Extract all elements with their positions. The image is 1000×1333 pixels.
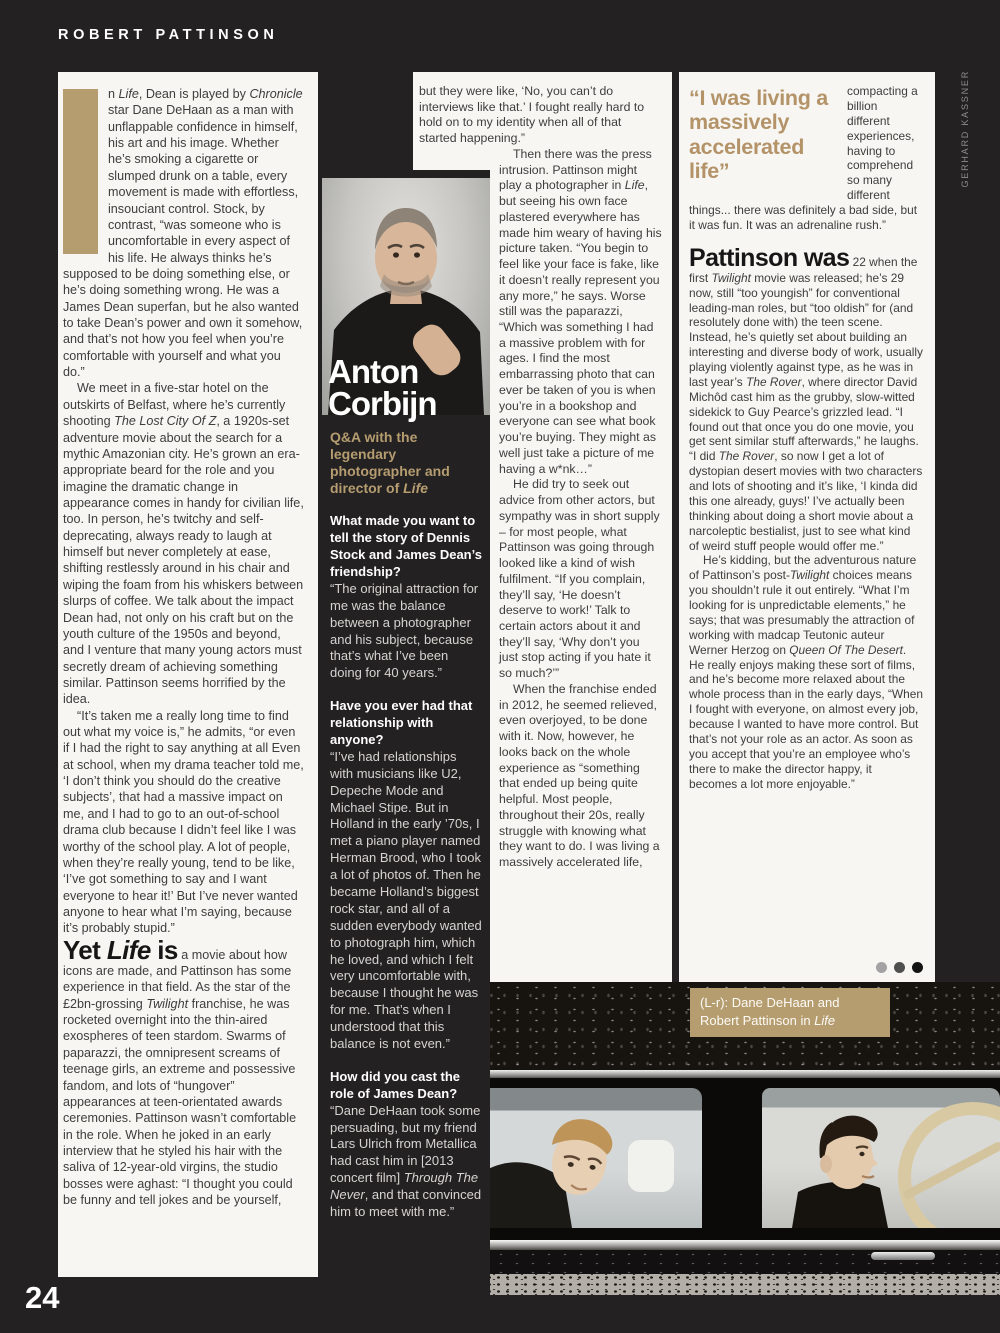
photographer-credit: GERHARD KASSNER [960,70,970,188]
paragraph: Then there was the press intrusion. Pattinson might play a photographer in Life, but seeing his own face plastered everywhere has made him weary of having his picture taken. “You begin to feel like your face is fake, like it doesn’t really represent you any more,” he says. Worse still was the paparazzi, “Which was something I had a massive problem with for ages. I find the most embarrassing photo that can ever be taken of you is when you’re in a bookshop and everyone can see what book you’re buying. They might as well just take a picture of me having a w*nk…” [499,146,662,476]
paragraph: “It’s taken me a really long time to find out what my voice is,” he admits, “or even if I had the right to say anything at all Even at school, when my drama teacher told me, ‘I don’t think you should do the creative subjects’, that had a massive impact on me, and I had to go to an out-of-school drama club because I didn’t feel like I was worthy of the school play. A lot of people, when they’re really young, tend to be like, ‘I’ve got something to say and I want everyone to hear it!’ But I’ve never wanted anyone to hear what I’m saying, because it’s probably stupid.” [63,708,304,936]
dot-medium [894,962,905,973]
qa-answer: “Dane DeHaan took some persuading, but my friend Lars Ulrich from Metallica had cast him in [2013 concert film] Through The Never, and that convinced him to meet with me.” [330,1102,482,1220]
paragraph: We meet in a five-star hotel on the outskirts of Belfast, where he’s currently shooting The Lost City Of Z, a 1920s-set adventure movie about the search for a mythic Amazonian city. He’s grown an era-appropriate beard for the role and you imagine the dramatic change in appearance comes in handy for civilian life, too. In person, he’s twitchy and self-deprecating, always ready to laugh at himself but never completely at ease, shifting restlessly around in his chair and wiping the foam from his whiskers between slurps of coffee. We talk about the impact Dean had, not only on his craft but on the youth culture of the 1950s and beyond, and I venture that many young actors must secretly dream of achieving something similar. Pattinson seems horrified by the idea. [63,381,304,707]
road-strip [413,1274,1000,1295]
paragraph: compacting a billion different experiences, having to comprehend so many different things... there was definitely a bad side, but it was fun. It was an adrenaline rush.” [689,84,918,232]
dropcap-I [63,89,98,254]
page-title: ROBERT PATTINSON [58,27,279,43]
seat-headrest [628,1140,674,1192]
qa-question: How did you cast the role of James Dean? [330,1068,461,1101]
chrome-trim-top [413,1070,1000,1078]
dot-light [876,962,887,973]
dot-dark [912,962,923,973]
paragraph: When the franchise ended in 2012, he seemed relieved, even overjoyed, to be done with it. Now, however, he looks back on the whole experience as “something that ended up being quite helpful. Most people, throughout their 20s, really struggle with knowing what they want to do. I was living a massively accelerated life, [499,681,660,869]
car-window-right [762,1088,1000,1228]
paragraph-opening: n Life, Dean is played by Chronicle star Dane DeHaan as a man with unflappable confidence in himself, his art and his image. Whether he’s smoking a cigarette or slumped drunk on a table, every movement is made with effortless, insouciant control. Stock, by contrast, “was someone who is uncomfortable in every aspect of his life. He always thinks he’s supposed to be doing something else, or he’s doing something wrong. He was a James Dean superfan, but he also wanted to take Dean’s power and own it somehow, and that’s not how you feel when you’re comfortable with yourself and what you do.” [63,87,303,380]
qa-question: Have you ever had that relationship with anyone? [330,698,473,747]
article-column-1 [58,72,318,1277]
qa-subtitle: Q&A with the legendary photographer and director of Life [330,429,450,497]
paragraph: but they were like, ‘No, you can’t do interviews like that.’ I fought really hard to hold on to my identity when all of that started happening.” [419,84,645,146]
door-handle [871,1252,935,1260]
article-column-3 [679,72,935,985]
subhead-lead-pattinson-was: Pattinson was 22 when the first Twilight movie was released; he’s 29 now, still “too youngish” for conventional leading-man roles, but “too oldish” for (and resolutely done with) the teen scene. Instead, he’s quietly set about building an interesting and diverse body of work, usually playing violently against type, as he was in last year’s The Rover, where director David Michôd cast him as the grubby, slow-witted sidekick to Guy Pearce’s grizzled lead. “I found out that once you do one movie, you get sent similar stuff afterwards,” he laughs. “I did The Rover, so now I get a lot of dystopian desert movies with two characters and lots of shooting and it’s like, ‘I kinda did this one already, guys!’ I’ve actually been thinking about doing a short movie about a narcoleptic bestialist, just to see what kind of weird stuff people would offer me.” [689,243,923,553]
lead-text: Pattinson was [689,243,850,272]
qa-answer: “I’ve had relationships with musicians like U2, Depeche Mode and Michael Stipe. But in Holland in the early ’70s, I met a piano player named Herman Brood, who I took a lot of photos of. Then he became Holland’s biggest rock star, and all of a sudden everybody wanted to photograph him, which he loved, and which I felt very uncomfortable with, because I thought he was for me. That’s when I understood that this balance is not even.” [330,748,482,1052]
car-window-left [480,1088,702,1228]
paragraph: He did try to seek out advice from other actors, but sympathy was in short supply – for most people, what Pattinson was going through looked like a kind of wish fulfilment. “If you complain, they’ll say, ‘He doesn’t deserve to work!’ Talk to certain actors about it and they’ll say, ‘Why don’t you just stop acting if you hate it so much?’” [499,477,660,681]
qa-answer: “The original attraction for me was the balance between a photographer and his subject, because that’s what I’ve been doing for 40 years.” [330,580,479,681]
wrapped-text-block [499,147,662,871]
qa-name: Anton Corbijn [328,353,437,423]
pull-quote: “I was living a massively accelerated life” [689,86,828,183]
page-number: 24 [25,1280,60,1315]
lead-text: Yet Life is [63,934,178,965]
qa-question: What made you want to tell the story of Dennis Stock and James Dean’s friendship? [330,513,482,579]
end-of-article-dots [876,962,923,973]
qa-panel [322,170,490,1295]
chrome-trim-sill [413,1240,1000,1250]
paragraph: He’s kidding, but the adventurous nature of Pattinson’s post-Twilight choices means you shouldn’t rule it out entirely. “What I’m looking for is unpredictable elements,” he says; that was presumably the attraction of working with madcap Teutonic auteur Werner Herzog on Queen Of The Desert. He really enjoys making these sort of films, and he’s become more relaxed about the whole process than in the early days, “When I fought with everyone, on almost every job, because I wanted to have more control. But that’s not your role as an actor. As soon as you accept that you’re an employee who’s there to make the director happy, it becomes a lot more enjoyable.” [689,553,923,791]
photo-caption: (L-r): Dane DeHaan and Robert Pattinson in Life [690,988,890,1037]
subhead-lead-yet-life-is: Yet Life is a movie about how icons are made, and Pattinson has some experience in that field. As the star of the £2bn-grossing Twilight franchise, he was rocketed overnight into the thin-aired exospheres of teen stardom. Swarms of paparazzi, the omnipresent screams of teenage girls, an extreme and possessive fandom, and lots of “hungover” appearances at teen-orientated awards ceremonies. Pattinson wasn’t comfortable in the role. When he joked in an early interview that he styled his hair with the saliva of 12-year-old virgins, the studio bosses were aghast: “I thought you could be funny and tell jokes and be yourself, [63,934,297,1208]
car-body [413,1078,1000,1240]
